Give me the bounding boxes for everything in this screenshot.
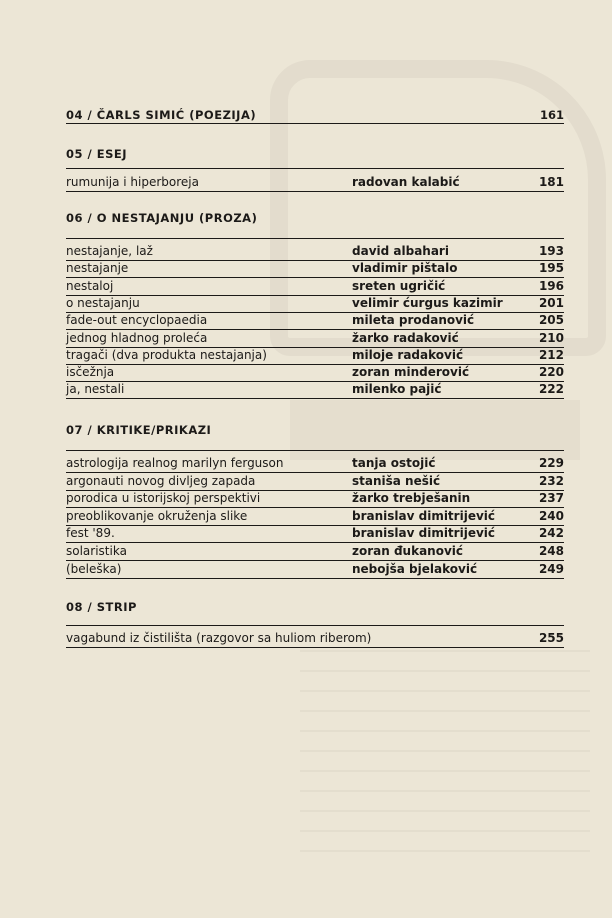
divider [66, 625, 564, 626]
divider [66, 238, 564, 239]
entry-page: 232 [538, 473, 564, 488]
entry-title: nestajanje, laž [66, 244, 153, 258]
entry-title: tragači (dva produkta nestajanja) [66, 347, 267, 362]
toc-entry [66, 473, 564, 491]
toc-entry [66, 455, 564, 473]
entry-author: milenko pajić [352, 382, 442, 397]
entry-author: žarko radaković [352, 330, 459, 345]
entry-page: 229 [538, 456, 564, 470]
entry-author: sreten ugričić [352, 278, 446, 293]
entry-page: 196 [538, 278, 564, 293]
entry-page: 255 [538, 631, 564, 645]
toc-entry [66, 243, 564, 261]
entry-page: 237 [538, 491, 564, 506]
entry-title: (beleška) [66, 561, 122, 576]
entry-title: jednog hladnog proleća [66, 330, 208, 345]
entry-author: velimir ćurgus kazimir [352, 295, 503, 310]
entry-author: staniša nešić [352, 473, 441, 488]
entry-author: branislav dimitrijević [352, 526, 496, 541]
toc-entry [66, 174, 564, 192]
entry-title: solaristika [66, 544, 127, 558]
entry-title: rumunija i hiperboreja [66, 175, 199, 189]
toc-entry [66, 312, 564, 330]
toc-entry [66, 278, 564, 296]
toc-entry [66, 381, 564, 399]
entry-page: 181 [538, 175, 564, 189]
entry-title: argonauti novog divljeg zapada [66, 473, 256, 488]
toc-entry [66, 364, 564, 382]
entry-page: 193 [538, 244, 564, 258]
toc-entry [66, 260, 564, 278]
section-heading: 07 / KRITIKE/PRIKAZI [66, 423, 212, 437]
section-page-number: 161 [539, 108, 564, 122]
toc-entry [66, 561, 564, 579]
entry-author: branislav dimitrijević [352, 508, 496, 523]
entry-title: porodica u istorijskoj perspektivi [66, 491, 261, 506]
entry-page: 201 [538, 295, 564, 310]
toc-entry [66, 347, 564, 365]
section-heading: 05 / ESEJ [66, 147, 127, 161]
entry-page: 195 [538, 261, 564, 276]
entry-page: 212 [538, 347, 564, 362]
section-heading: 04 / ČARLS SIMIĆ (POEZIJA) [66, 108, 257, 122]
entry-page: 220 [538, 365, 564, 380]
toc-entry [66, 508, 564, 526]
entry-title: nestaloj [66, 278, 114, 293]
entry-author: zoran đukanović [352, 544, 464, 558]
divider [66, 168, 564, 169]
toc-entry [66, 543, 564, 561]
entry-page: 210 [538, 330, 564, 345]
entry-author: nebojša bjelaković [352, 561, 478, 576]
entry-title: fest '89. [66, 526, 115, 541]
entry-page: 222 [538, 382, 564, 397]
entry-author: tanja ostojić [352, 456, 436, 470]
entry-author: žarko trebješanin [352, 491, 471, 506]
section-heading: 06 / O NESTAJANJU (PROZA) [66, 211, 258, 225]
entry-page: 248 [538, 544, 564, 558]
entry-author: vladimir pištalo [352, 261, 458, 276]
entry-page: 242 [538, 526, 564, 541]
entry-author: david albahari [352, 244, 449, 258]
entry-title: nestajanje [66, 261, 129, 276]
section-heading: 08 / STRIP [66, 600, 137, 614]
toc-entry [66, 295, 564, 313]
entry-author: zoran minderović [352, 365, 470, 380]
entry-author: mileta prodanović [352, 313, 475, 328]
entry-author: miloje radaković [352, 347, 464, 362]
entry-title: fade-out encyclopaedia [66, 313, 208, 328]
toc-entry [66, 330, 564, 348]
entry-page: 240 [538, 508, 564, 523]
entry-title: astrologija realnog marilyn ferguson [66, 456, 284, 470]
entry-title: vagabund iz čistilišta (razgovor sa huliom riberom) [66, 631, 372, 645]
toc-entry [66, 525, 564, 543]
entry-title: preoblikovanje okruženja slike [66, 508, 248, 523]
divider [66, 123, 564, 124]
entry-page: 249 [538, 561, 564, 576]
entry-author: radovan kalabić [352, 175, 460, 189]
entry-title: isčežnja [66, 365, 115, 380]
entry-title: o nestajanju [66, 295, 140, 310]
entry-title: ja, nestali [66, 382, 125, 397]
divider [66, 450, 564, 451]
toc-entry [66, 490, 564, 508]
toc-entry [66, 630, 564, 648]
entry-page: 205 [538, 313, 564, 328]
